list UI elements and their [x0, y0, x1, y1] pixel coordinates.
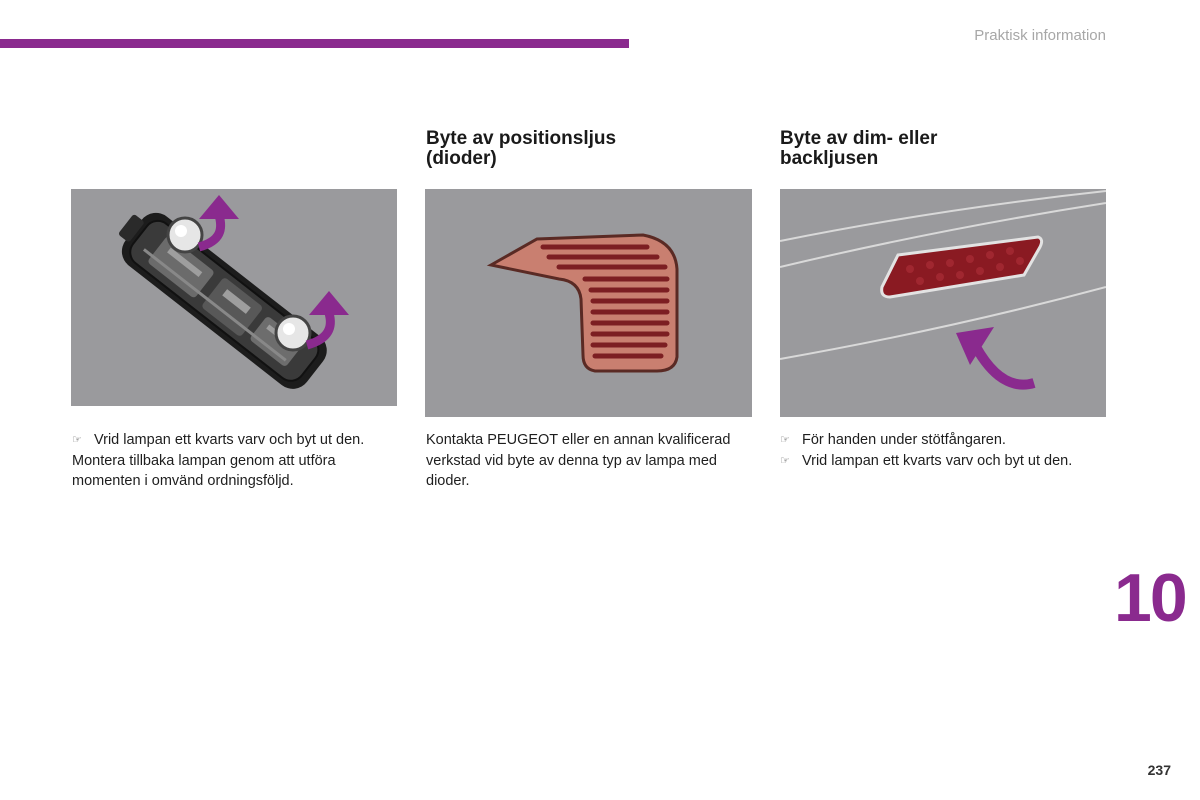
instructions-position-lights [426, 430, 756, 492]
pointer-icon: ☞ [72, 434, 82, 446]
lamp-holder-figure [71, 189, 397, 406]
instruction-text: dioder. [426, 473, 470, 489]
instruction-text: verkstad vid byte av denna typ av lampa med [426, 452, 717, 469]
instruction-step [780, 451, 1110, 472]
bumper-light-illustration [780, 189, 1106, 417]
instruction-text: För handen under stötfångaren. [802, 432, 1006, 448]
lamp-holder-illustration [71, 189, 397, 406]
instructions-lamp-holder [72, 430, 402, 492]
instruction-text: momenten i omvänd ordningsföljd. [72, 473, 294, 489]
led-tail-light-illustration [425, 189, 752, 417]
instruction-text: Kontakta PEUGEOT eller en annan kvalificerad [426, 432, 731, 448]
instruction-text: Vrid lampan ett kvarts varv och byt ut den. [802, 452, 1073, 469]
instruction-step [72, 430, 402, 451]
heading-line: backljusen [780, 148, 879, 169]
heading-line: Byte av positionsljus [426, 128, 617, 149]
instruction-text: Montera tillbaka lampan genom att utföra [72, 452, 336, 469]
page-number: 237 [1147, 762, 1171, 778]
led-tail-light-figure [425, 189, 752, 417]
heading-line: (dioder) [426, 148, 497, 169]
instruction-text: Vrid lampan ett kvarts varv och byt ut den. [94, 432, 365, 448]
pointer-icon: ☞ [780, 454, 790, 467]
pointer-icon: ☞ [780, 434, 790, 446]
section-title: Praktisk information [974, 27, 1106, 44]
bumper-light-figure [780, 189, 1106, 417]
heading-line: Byte av dim- eller [780, 128, 938, 149]
heading-position-lights [426, 129, 726, 169]
heading-fog-reverse-lights [780, 129, 1080, 169]
instructions-fog-reverse-lights [780, 430, 1110, 471]
header-accent-bar [0, 39, 629, 48]
instruction-step [780, 430, 1110, 451]
chapter-number: 10 [1114, 560, 1186, 636]
